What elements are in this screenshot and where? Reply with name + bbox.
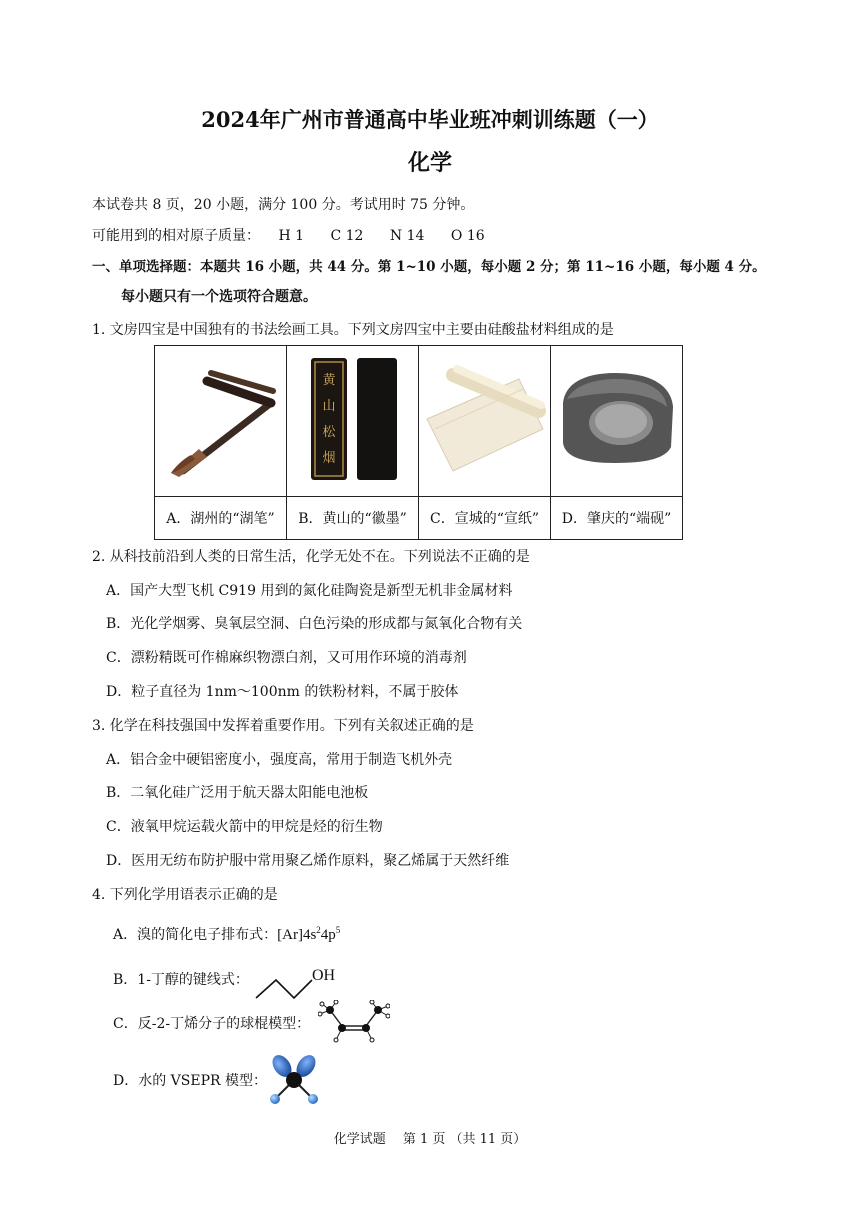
q4-option-c-label: C．反-2-丁烯分子的球棍模型：: [113, 1016, 311, 1032]
q3-option-a: A．铝合金中硬铝密度小，强度高，常用于制造飞机外壳: [106, 752, 453, 768]
atomic-mass-label: 可能用到的相对原子质量：: [92, 228, 260, 244]
atomic-mass-line: [92, 227, 485, 245]
bromine-config: $[Ar]4s^24p^5$: [277, 925, 341, 943]
page-footer: 化学试题 第 1 页 （共 11 页）: [333, 1132, 527, 1147]
hydroxyl-label: OH: [312, 967, 336, 984]
q3-option-d: D．医用无纺布防护服中常用聚乙烯作原料，聚乙烯属于天然纤维: [106, 853, 510, 869]
ink-stick-image: [293, 354, 413, 484]
inkstone-image: [555, 359, 679, 479]
q4-option-a: [113, 926, 340, 944]
q2-option-d: D．粒子直径为 1nm～100nm 的铁粉材料，不属于胶体: [106, 684, 459, 700]
q2-option-c: C．漂粉精既可作棉麻织物漂白剂，又可用作环境的消毒剂: [106, 650, 467, 666]
writing-brush-cell: [155, 346, 287, 497]
ink-stick-char-1: 黄: [321, 373, 336, 388]
mass-h: H 1: [278, 228, 305, 244]
q3-stem: 3. 化学在科技强国中发挥着重要作用。下列有关叙述正确的是: [92, 718, 474, 734]
ink-stick-cell: [287, 346, 419, 497]
q2-stem: 2. 从科技前沿到人类的日常生活，化学无处不在。下列说法不正确的是: [92, 549, 530, 565]
q1-image-table: [154, 345, 683, 540]
section-heading-cont: 每小题只有一个选项符合题意。: [121, 289, 317, 305]
q3-option-b: B．二氧化硅广泛用于航天器太阳能电池板: [106, 785, 369, 801]
ink-stick-char-3: 松: [321, 425, 336, 440]
xuan-paper-image: [423, 359, 547, 479]
water-vsepr-model: [266, 1052, 322, 1108]
writing-brush-image: [161, 359, 281, 479]
q4-option-b-label: B．1-丁醇的键线式：: [113, 972, 249, 988]
q4-stem: 4. 下列化学用语表示正确的是: [92, 887, 278, 903]
q4-option-a-label: A．溴的简化电子排布式：: [113, 927, 278, 943]
option-d-cell: D．肇庆的“端砚”: [551, 497, 683, 540]
ink-stick-char-4: 烟: [321, 451, 336, 466]
inkstone-cell: [551, 346, 683, 497]
q1-stem: 1. 文房四宝是中国独有的书法绘画工具。下列文房四宝中主要由硅酸盐材料组成的是: [92, 322, 614, 338]
mass-n: N 14: [389, 228, 425, 244]
section-heading: 一、单项选择题：本题共 16 小题，共 44 分。第 1~10 小题，每小题 2 分；第 11~16 小题，每小题 4 分。: [92, 259, 766, 275]
exam-title: 2024年广州市普通高中毕业班冲刺训练题（一）: [201, 107, 659, 132]
mass-o: O 16: [450, 228, 485, 244]
q2-option-b: B．光化学烟雾、臭氧层空洞、白色污染的形成都与氮氧化合物有关: [106, 616, 523, 632]
mass-c: C 12: [330, 228, 364, 244]
option-b-cell: B．黄山的“徽墨”: [287, 497, 419, 540]
q2-option-a: A．国产大型飞机 C919 用到的氮化硅陶瓷是新型无机非金属材料: [106, 583, 513, 599]
q3-option-c: C．液氧甲烷运载火箭中的甲烷是烃的衍生物: [106, 819, 383, 835]
ink-stick-char-2: 山: [321, 399, 336, 414]
subject-title: 化学: [407, 150, 452, 176]
xuan-paper-cell: [419, 346, 551, 497]
option-a-cell: A．湖州的“湖笔”: [155, 497, 287, 540]
exam-info: 本试卷共 8 页，20 小题，满分 100 分。考试用时 75 分钟。: [92, 197, 475, 213]
butanol-skeletal-formula: [254, 962, 344, 1002]
q4-option-d-label: D．水的 VSEPR 模型：: [113, 1073, 268, 1089]
trans-2-butene-ball-stick-model: [318, 1000, 390, 1046]
option-c-cell: C．宣城的“宣纸”: [419, 497, 551, 540]
